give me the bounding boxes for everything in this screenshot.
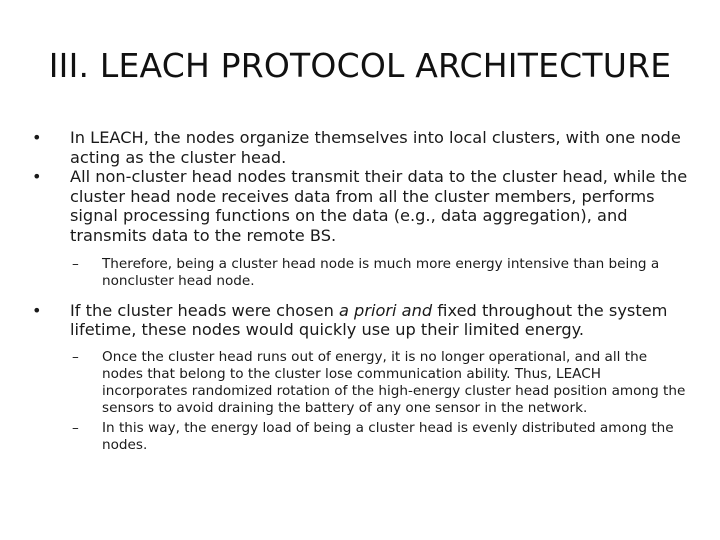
- bullet-text-after: fixed throughout the system lifetime, these nodes would quickly use up their limited energy.: [70, 300, 668, 340]
- bullet-item: [30, 167, 690, 245]
- bullet-text-before: If the cluster heads were chosen: [70, 300, 339, 320]
- sub-bullet-text: Once the cluster head runs out of energy, it is no longer operational, and all the nodes that belong to the cluster lose communication ability. Thus, LEACH incorporates randomized rotation of the high-energy cluster head position among the sensors to avoid draining the battery of any one sensor in the network.: [102, 348, 686, 416]
- dash-marker: –: [72, 419, 79, 436]
- sub-bullet-item: [30, 256, 690, 290]
- slide-content: [30, 128, 690, 454]
- bullet-marker: •: [32, 167, 42, 187]
- slide-title: III. LEACH PROTOCOL ARCHITECTURE: [48, 46, 672, 85]
- bullet-marker: •: [32, 128, 42, 147]
- bullet-text-italic: a priori and: [338, 300, 433, 320]
- bullet-text: In LEACH, the nodes organize themselves into local clusters, with one node acting as the cluster head.: [70, 128, 681, 167]
- sub-bullet-item: [30, 420, 690, 454]
- dash-marker: –: [72, 255, 79, 272]
- bullet-marker: •: [32, 300, 42, 320]
- sub-bullet-text: Therefore, being a cluster head node is much more energy intensive than being a noncluster head node.: [102, 255, 660, 289]
- bullet-item: [30, 128, 690, 167]
- bullet-item: [30, 301, 690, 340]
- sub-bullet-text: In this way, the energy load of being a cluster head is evenly distributed among the nodes.: [102, 419, 674, 453]
- bullet-text: All non-cluster head nodes transmit their data to the cluster head, while the cluster head node receives data from all the cluster members, performs signal processing functions on the data (e.g., data aggregation), and transmits data to the remote BS.: [70, 167, 688, 245]
- sub-bullet-item: [30, 349, 690, 417]
- dash-marker: –: [72, 348, 79, 365]
